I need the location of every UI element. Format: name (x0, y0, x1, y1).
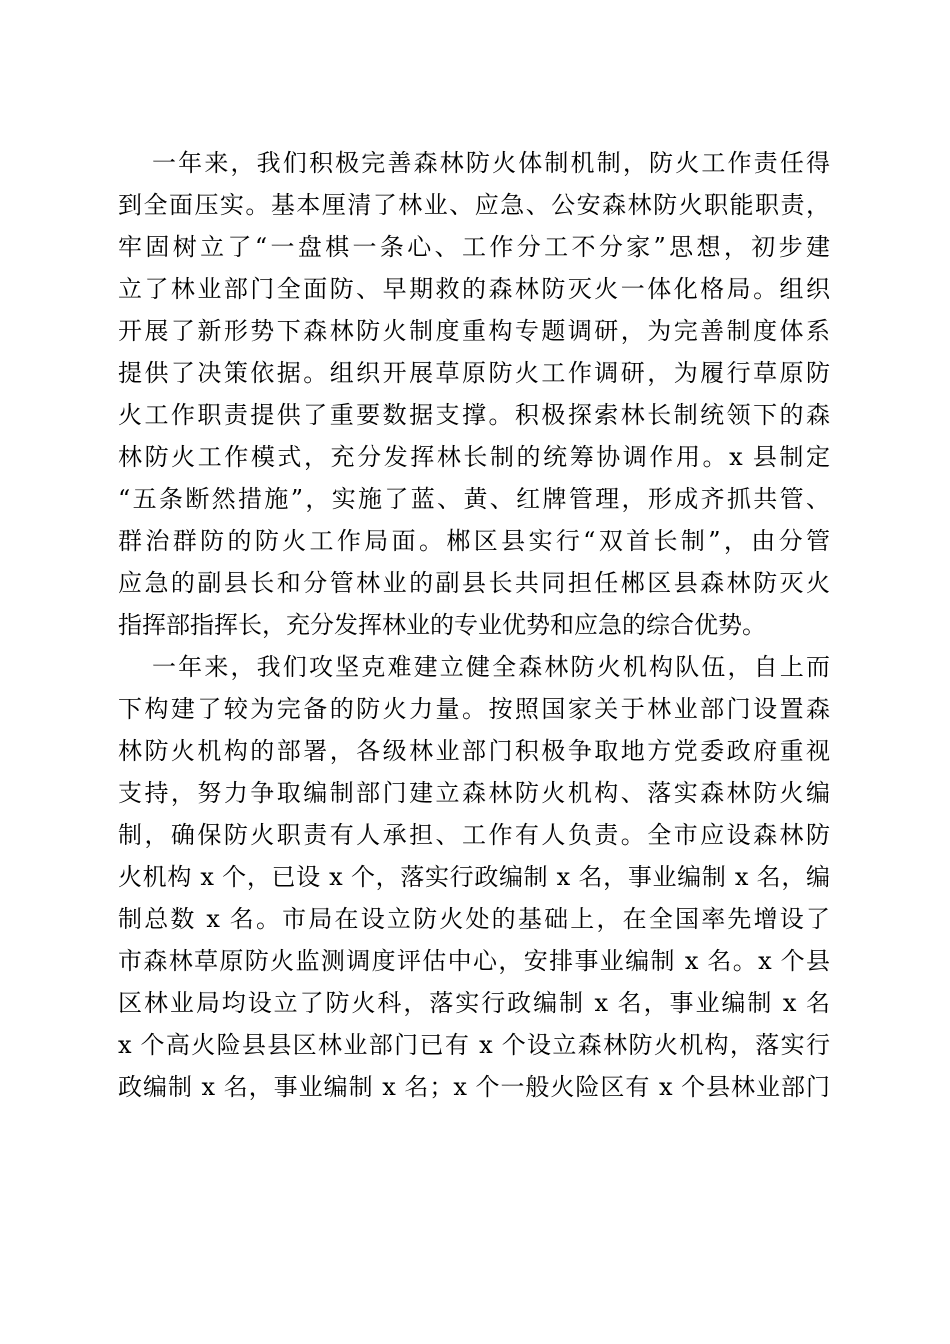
text-line: 牢固树立了“一盘棋一条心、工作分工不分家”思想，初步建 (118, 233, 830, 261)
text-line: 提供了决策依据。组织开展草原防火工作调研，为履行草原防 (118, 359, 830, 387)
text-line: 应急的副县长和分管林业的副县长共同担任郴区县森林防灭火 (118, 569, 830, 597)
text-line: 政编制 x 名，事业编制 x 名；x 个一般火险区有 x 个县林业部门 (118, 1073, 830, 1101)
text-line: 林防火工作模式，充分发挥林长制的统筹协调作用。x 县制定 (118, 443, 830, 471)
text-line: 下构建了较为完备的防火力量。按照国家关于林业部门设置森 (118, 695, 830, 723)
text-line: 火机构 x 个，已设 x 个，落实行政编制 x 名，事业编制 x 名，编 (118, 863, 830, 891)
paragraph-2 (118, 646, 830, 1108)
text-line: 市森林草原防火监测调度评估中心，安排事业编制 x 名。x 个县 (118, 947, 830, 975)
text-line: 一年来，我们攻坚克难建立健全森林防火机构队伍，自上而 (152, 653, 830, 681)
text-line: 区林业局均设立了防火科，落实行政编制 x 名，事业编制 x 名 (118, 989, 830, 1017)
text-line: 支持，努力争取编制部门建立森林防火机构、落实森林防火编 (118, 779, 830, 807)
text-line: 制，确保防火职责有人承担、工作有人负责。全市应设森林防 (118, 821, 830, 849)
text-line: 火工作职责提供了重要数据支撑。积极探索林长制统领下的森 (118, 401, 830, 429)
text-line: 立了林业部门全面防、早期救的森林防灭火一体化格局。组织 (118, 275, 830, 303)
text-line: x 个高火险县县区林业部门已有 x 个设立森林防火机构，落实行 (118, 1031, 830, 1059)
text-line: “五条断然措施”，实施了蓝、黄、红牌管理，形成齐抓共管、 (118, 485, 830, 513)
text-line: 群治群防的防火工作局面。郴区县实行“双首长制”，由分管 (118, 527, 830, 555)
text-line: 到全面压实。基本厘清了林业、应急、公安森林防火职能职责， (118, 191, 830, 219)
text-line: 开展了新形势下森林防火制度重构专题调研，为完善制度体系 (118, 317, 830, 345)
paragraph-1 (118, 142, 830, 646)
text-line: 林防火机构的部署，各级林业部门积极争取地方党委政府重视 (118, 737, 830, 765)
text-line: 一年来，我们积极完善森林防火体制机制，防火工作责任得 (152, 149, 830, 177)
document-body (118, 142, 830, 1108)
text-line: 指挥部指挥长，充分发挥林业的专业优势和应急的综合优势。 (118, 611, 766, 639)
text-line: 制总数 x 名。市局在设立防火处的基础上，在全国率先增设了 (118, 905, 830, 933)
